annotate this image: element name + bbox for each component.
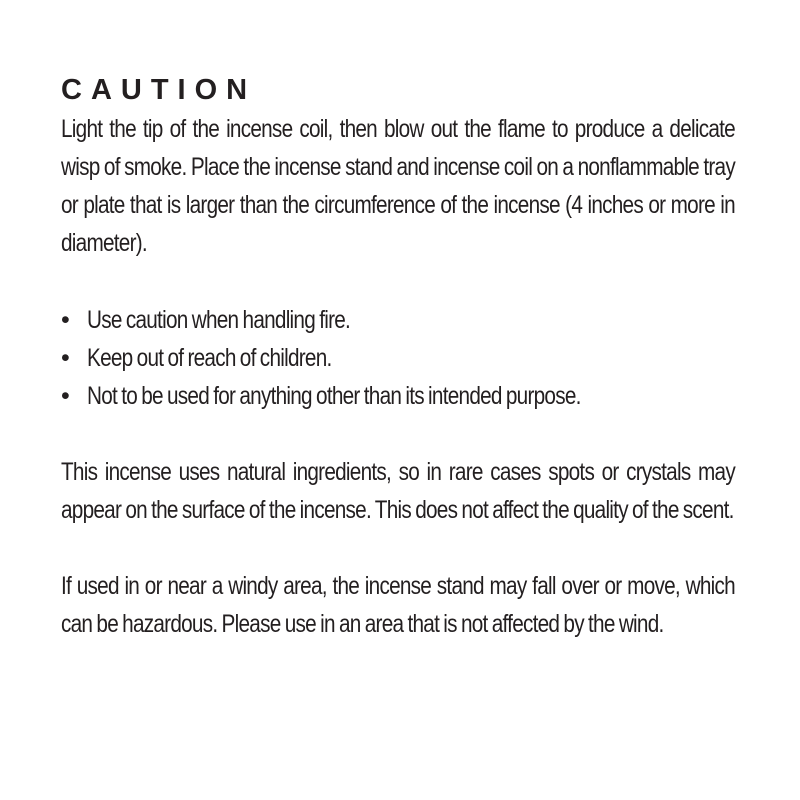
- bullet-marker: •: [61, 344, 69, 372]
- bullet-text: Keep out of reach of children.: [87, 344, 332, 372]
- bullet-text: Use caution when handling fire.: [87, 306, 351, 334]
- caution-notice: [61, 70, 735, 643]
- intro-paragraph: Light the tip of the incense coil, then blow out the flame to produce a delicate wisp of smoke. Place the incense stand and incense coil on a nonflammable tray or plate that is larger than the circumference of the incense (4 inches or more in diameter).: [61, 115, 735, 257]
- bullet-item: [61, 339, 735, 377]
- caution-bullet-list: [61, 301, 735, 415]
- bullet-text: Not to be used for anything other than its intended purpose.: [87, 382, 581, 410]
- caution-heading: CAUTION: [61, 74, 257, 106]
- bullet-marker: •: [61, 306, 69, 334]
- bullet-marker: •: [61, 382, 69, 410]
- natural-ingredients-paragraph: This incense uses natural ingredients, so in rare cases spots or crystals may appear on the surface of the incense. This does not affect the quality of the scent.: [61, 458, 735, 524]
- wind-warning-paragraph: If used in or near a windy area, the incense stand may fall over or move, which can be hazardous. Please use in an area that is not affected by the wind.: [61, 572, 735, 638]
- bullet-item: [61, 301, 735, 339]
- bullet-item: [61, 377, 735, 415]
